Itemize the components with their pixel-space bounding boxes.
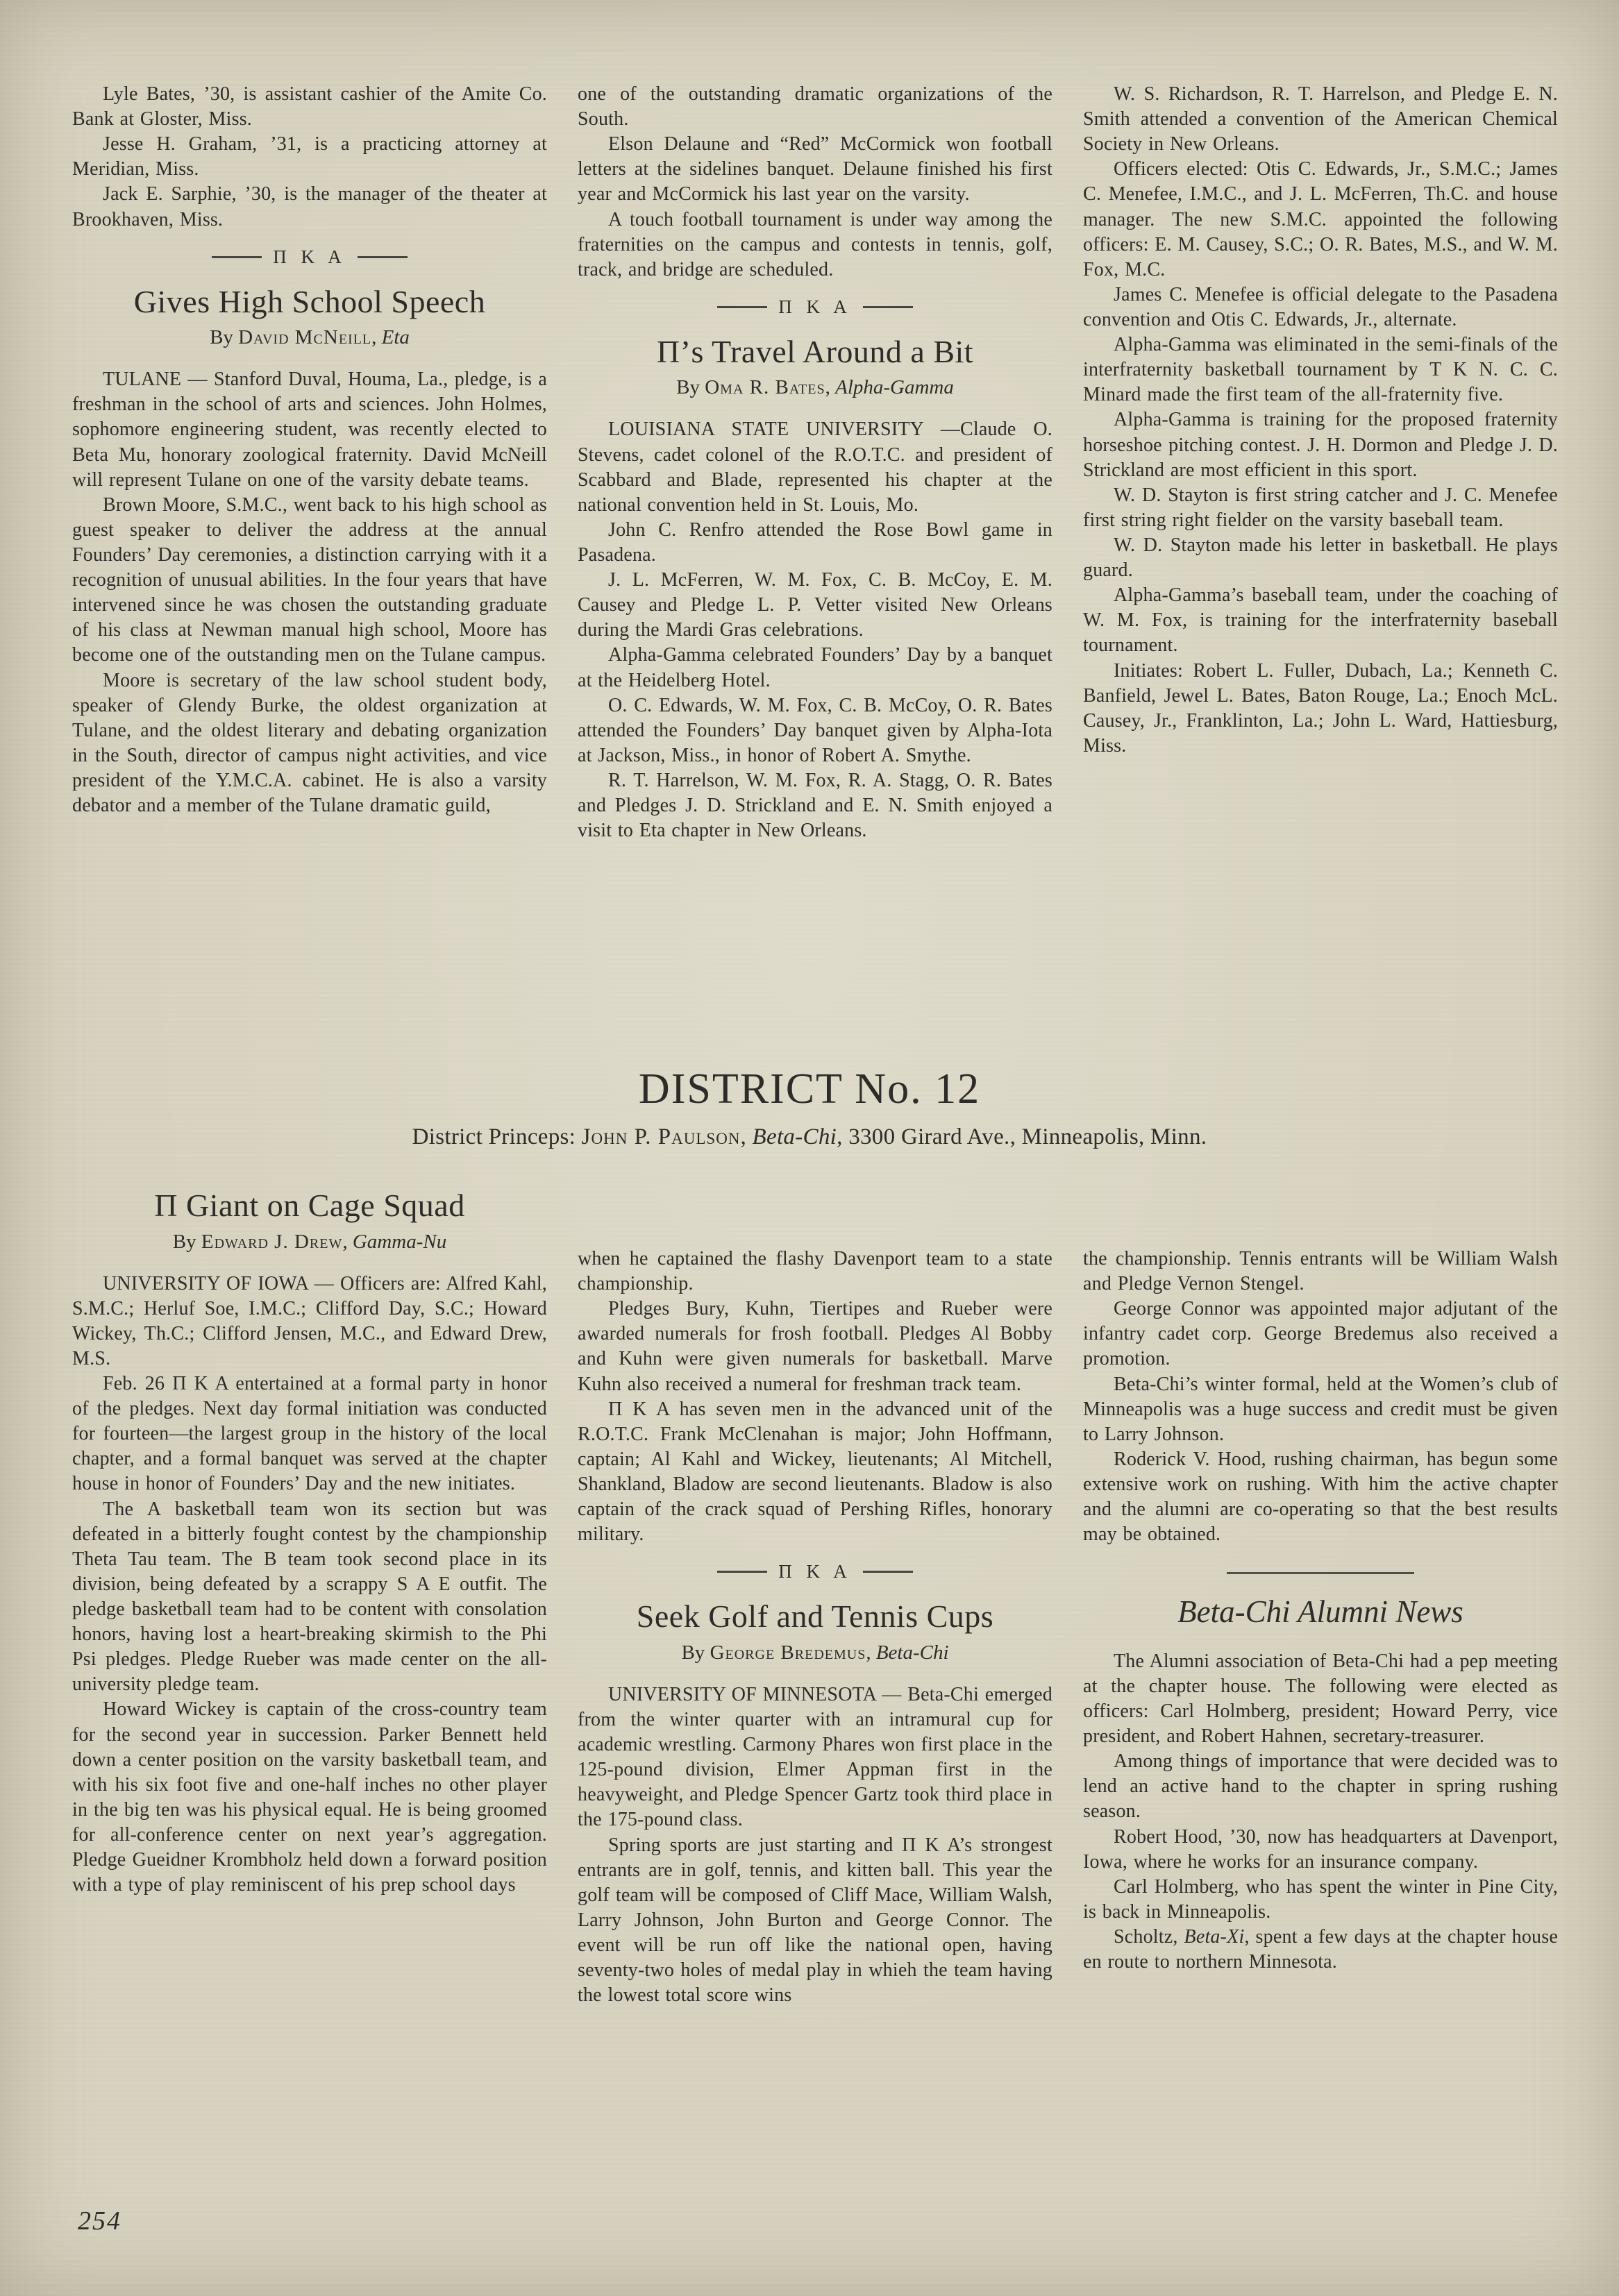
byline-chapter: Beta-Chi	[875, 1641, 949, 1664]
scholtz-pre: Scholtz,	[1114, 1926, 1184, 1948]
district-princeps-chapter: Beta-Chi	[752, 1124, 837, 1149]
divider-dash	[863, 306, 913, 308]
headline-gives-high-school-speech: Gives High School Speech	[133, 283, 486, 319]
paragraph: Feb. 26 Π K A entertained at a formal party in honor of the pledges. Next day formal initiation was conducted for fourteen—the largest group in the history of the local chapter, and a formal banquet was served at the chapter house in honor of Founders’ Day and the new initiates.	[72, 1373, 547, 1495]
paragraph: UNIVERSITY OF MINNESOTA — Beta-Chi emerged from the winter quarter with an intramural cup for academic wrestling. Carmony Phares won first place in the 125-pound division, Elmer Appman first in the heavyweight, and Pledge Spencer Gartz took third place in the 175-pound class.	[578, 1683, 1052, 1831]
paragraph: the championship. Tennis entrants will be William Walsh and Pledge Vernon Stengel.	[1083, 1248, 1558, 1295]
divider-dash	[717, 1571, 767, 1573]
pika-divider-label: Π K A	[273, 246, 346, 267]
district-princeps-label: District Princeps:	[412, 1124, 582, 1149]
headline-seek-golf-and-tennis-cups: Seek Golf and Tennis Cups	[636, 1598, 994, 1635]
paragraph: Brown Moore, S.M.C., went back to his high school as guest speaker to deliver the address at the annual Founders’ Day ceremonies, a distinction carrying with it a recognition of unusual abilities. In the four years that have intervened since he was chosen the outstanding graduate of his class at Newman manual high school, Moore has become one of the outstanding men on the Tulane campus.	[72, 493, 547, 666]
top-column-3	[1083, 82, 1558, 843]
district-princeps-name: John P. Paulson	[581, 1124, 741, 1149]
paragraph: LOUISIANA STATE UNIVERSITY —Claude O. Stevens, cadet colonel of the R.O.T.C. and president of Scabbard and Blade, represented his chapter at the national convention held in St. Louis, Mo.	[578, 419, 1052, 516]
paragraph: Alpha-Gamma was eliminated in the semi-finals of the interfraternity basketball tournament by T K N. C. C. Minard made the first team of the all-fraternity five.	[1083, 334, 1558, 406]
bottom-column-1	[72, 1188, 547, 2008]
paragraph: Jack E. Sarphie, ’30, is the manager of the theater at Brookhaven, Miss.	[72, 183, 547, 230]
scholtz-chapter: Beta-Xi	[1184, 1926, 1245, 1948]
paragraph: one of the outstanding dramatic organizations of the South.	[578, 83, 1052, 130]
scholtz-post: , spent a few days at the chapter house en route to northern Minnesota.	[1083, 1926, 1558, 1973]
pika-divider	[578, 296, 1052, 318]
top-column-1	[72, 82, 547, 843]
byline-separator: ,	[371, 326, 382, 349]
paragraph: O. C. Edwards, W. M. Fox, C. B. McCoy, O. R. Bates attended the Founders’ Day banquet given by Alpha-Iota at Jackson, Miss., in honor of Robert A. Smythe.	[578, 694, 1052, 766]
top-section	[72, 82, 1558, 843]
pika-divider	[578, 1561, 1052, 1582]
paragraph: Robert Hood, ’30, now has headquarters at Davenport, Iowa, where he works for an insurance company.	[1083, 1825, 1558, 1873]
byline-author: David McNeill	[238, 326, 372, 349]
bottom-column-3	[1083, 1188, 1558, 2008]
paragraph: Π K A has seven men in the advanced unit of the R.O.T.C. Frank McClenahan is major; John Hoffmann, captain; Al Kahl and Wickey, lieutenants; Al Mitchell, Shankland, Bladow are second lieutenants. Bladow is also captain of the crack squad of Pershing Rifles, honorary military.	[578, 1398, 1052, 1546]
byline-chapter: Alpha-Gamma	[835, 376, 954, 399]
byline-separator: ,	[866, 1641, 876, 1664]
paragraph: The A basketball team won its section but was defeated in a bitterly fought contest by the championship Theta Tau team. The B team took second place in its division, being defeated by a scrappy S A E outfit. The pledge basketball team had to be content with consolation honors, having lost a heart-breaking skirmish to the Phi Psi pledges. Pledge Rueber was made center on the all-university pledge team.	[72, 1498, 547, 1696]
paragraph: Elson Delaune and “Red” McCormick won football letters at the sidelines banquet. Delaune finished his first year and McCormick his last year on the varsity.	[578, 133, 1052, 205]
paragraph: W. D. Stayton made his letter in basketball. He plays guard.	[1083, 534, 1558, 582]
paragraph: Alpha-Gamma celebrated Founders’ Day by a banquet at the Heidelberg Hotel.	[578, 644, 1052, 691]
byline-chapter: Eta	[381, 326, 410, 349]
divider-dash	[212, 256, 262, 258]
pika-divider-label: Π K A	[778, 1561, 852, 1582]
district-princeps	[0, 1124, 1619, 1150]
paragraph: W. S. Richardson, R. T. Harrelson, and Pledge E. N. Smith attended a convention of the American Chemical Society in New Orleans.	[1083, 83, 1558, 155]
byline-prefix: By	[681, 1641, 710, 1664]
paragraph: Spring sports are just starting and Π K A’s strongest entrants are in golf, tennis, and kitten ball. This year the golf team will be composed of Cliff Mace, William Walsh, Larry Johnson, John Burton and George Connor. The event will be run off like the national open, having seventy-two holes of medal play in whieh the team having the lowest total score wins	[578, 1834, 1052, 2007]
paragraph	[1083, 1925, 1558, 1975]
headline-beta-chi-alumni-news: Beta-Chi Alumni News	[1177, 1594, 1463, 1630]
paragraph: Moore is secretary of the law school student body, speaker of Glendy Burke, the oldest organization at Tulane, and the oldest literary and debating organization in the South, director of campus night activities, and vice president of the Y.M.C.A. cabinet. He is also a varsity debator and a member of the Tulane dramatic guild,	[72, 669, 547, 817]
paragraph: Officers elected: Otis C. Edwards, Jr., S.M.C.; James C. Menefee, I.M.C., and J. L. McFerren, Th.C. and house manager. The new S.M.C. appointed the following officers: E. M. Causey, S.C.; O. R. Bates, M.S., and W. M. Fox, M.C.	[1083, 158, 1558, 280]
byline-author: Oma R. Bates	[705, 376, 825, 399]
byline-prefix: By	[210, 326, 239, 349]
divider-dash	[717, 306, 767, 308]
district-princeps-separator: ,	[740, 1124, 753, 1149]
paragraph: TULANE — Stanford Duval, Houma, La., pledge, is a freshman in the school of arts and sciences. John Holmes, sophomore engineering student, was recently elected to Beta Mu, honorary zoological fraternity. David McNeill will represent Tulane on one of the varsity debate teams.	[72, 369, 547, 491]
pika-divider-label: Π K A	[778, 296, 852, 317]
district-princeps-address: , 3300 Girard Ave., Minneapolis, Minn.	[837, 1124, 1207, 1149]
byline-separator: ,	[342, 1230, 353, 1253]
section-rule	[1227, 1572, 1414, 1574]
paragraph: R. T. Harrelson, W. M. Fox, R. A. Stagg, O. R. Bates and Pledges J. D. Strickland and E. N. Smith enjoyed a visit to Eta chapter in New Orleans.	[578, 770, 1052, 842]
headline-pis-travel-around-a-bit: Π’s Travel Around a Bit	[656, 333, 974, 369]
paragraph: Alpha-Gamma is training for the proposed fraternity horseshoe pitching contest. J. H. Dormon and Pledge J. D. Strickland are most efficient in this sport.	[1083, 409, 1558, 481]
paragraph: John C. Renfro attended the Rose Bowl game in Pasadena.	[578, 518, 1052, 566]
paragraph: UNIVERSITY OF IOWA — Officers are: Alfred Kahl, S.M.C.; Herluf Soe, I.M.C.; Clifford Day, S.C.; Howard Wickey, Th.C.; Clifford Jensen, M.C., and Edward Drew, M.S.	[72, 1272, 547, 1369]
paragraph: Roderick V. Hood, rushing chairman, has begun some extensive work on rushing. With him the active chapter and the alumni are co-operating so that the best results may be obtained.	[1083, 1448, 1558, 1546]
paragraph: Among things of importance that were decided was to lend an active hand to the chapter in spring rushing season.	[1083, 1750, 1558, 1823]
paragraph: W. D. Stayton is first string catcher and J. C. Menefee first string right fielder on the varsity baseball team.	[1083, 484, 1558, 531]
pika-divider	[72, 246, 547, 268]
paragraph: when he captained the flashy Davenport team to a state championship.	[578, 1248, 1052, 1295]
paragraph: Jesse H. Graham, ’31, is a practicing attorney at Meridian, Miss.	[72, 133, 547, 180]
bottom-section	[72, 1188, 1558, 2008]
paragraph: Howard Wickey is captain of the cross-country team for the second year in succession. Parker Bennett held down a center position on the varsity basketball team, and with his six foot five and one-half inches no other player in the big ten was his physical equal. He is being groomed for all-conference center on next year’s aggregation. Pledge Gueidner Krombholz held down a forward position with a type of play reminiscent of his prep school days	[72, 1698, 547, 1896]
byline-prefix: By	[172, 1230, 201, 1253]
byline	[72, 326, 547, 349]
paragraph: J. L. McFerren, W. M. Fox, C. B. McCoy, E. M. Causey and Pledge L. P. Vetter visited New Orleans during the Mardi Gras celebrations.	[578, 569, 1052, 641]
paragraph: The Alumni association of Beta-Chi had a pep meeting at the chapter house. The following were elected as officers: Carl Holmberg, president; Howard Perry, vice president, and Robert Hahnen, secretary-treasurer.	[1083, 1650, 1558, 1748]
byline	[72, 1231, 547, 1253]
byline-prefix: By	[676, 376, 705, 399]
paragraph: Alpha-Gamma’s baseball team, under the coaching of W. M. Fox, is training for the interfraternity baseball tournament.	[1083, 584, 1558, 657]
page-number: 254	[78, 2206, 121, 2236]
paragraph: Beta-Chi’s winter formal, held at the Women’s club of Minneapolis was a huge success and credit must be given to Larry Johnson.	[1083, 1373, 1558, 1445]
district-title: DISTRICT No. 12	[638, 1065, 981, 1113]
divider-dash	[358, 256, 408, 258]
byline-author: Edward J. Drew	[201, 1230, 343, 1253]
district-section	[0, 1067, 1619, 1150]
paragraph: Lyle Bates, ’30, is assistant cashier of the Amite Co. Bank at Gloster, Miss.	[72, 83, 547, 130]
headline-pi-giant-on-cage-squad: Π Giant on Cage Squad	[154, 1188, 465, 1223]
byline-author: George Bredemus	[710, 1641, 866, 1664]
paragraph: A touch football tournament is under way among the fraternities on the campus and contests in tennis, golf, track, and bridge are scheduled.	[578, 208, 1052, 280]
bottom-column-2	[578, 1188, 1052, 2008]
byline	[578, 376, 1052, 399]
byline-chapter: Gamma-Nu	[352, 1230, 447, 1253]
byline-separator: ,	[825, 376, 836, 399]
divider-dash	[863, 1571, 913, 1573]
paragraph: Carl Holmberg, who has spent the winter in Pine City, is back in Minneapolis.	[1083, 1875, 1558, 1923]
paragraph: Pledges Bury, Kuhn, Tiertipes and Rueber were awarded numerals for frosh football. Pledges Al Bobby and Kuhn were given numerals for basketball. Marve Kuhn also received a numeral for freshman track team.	[578, 1298, 1052, 1395]
paragraph: George Connor was appointed major adjutant of the infantry cadet corp. George Bredemus also received a promotion.	[1083, 1298, 1558, 1370]
paragraph: James C. Menefee is official delegate to the Pasadena convention and Otis C. Edwards, Jr., alternate.	[1083, 283, 1558, 330]
top-column-2	[578, 82, 1052, 843]
byline	[578, 1641, 1052, 1664]
paragraph: Initiates: Robert L. Fuller, Dubach, La.; Kenneth C. Banfield, Jewel L. Bates, Baton Rouge, La.; Enoch McL. Causey, Jr., Franklinton, La.; John L. Ward, Hattiesburg, Miss.	[1083, 659, 1558, 757]
